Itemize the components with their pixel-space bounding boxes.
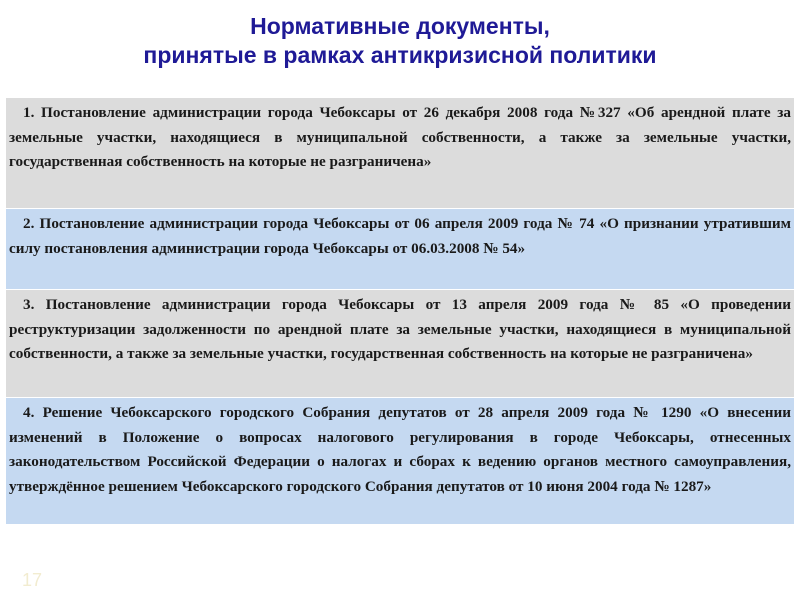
document-text-3: 3. Постановление администрации города Чебоксары от 13 апреля 2009 года № 85 «О проведении реструктуризации задолженности по арендной плате за земельные участки, находящиеся в муниципальной собственности, а также за земельные участки, государственная собственность на которые не разграничена» — [9, 296, 791, 363]
document-item-2 — [6, 209, 794, 289]
document-text-1: 1. Постановление администрации города Чебоксары от 26 декабря 2008 года №327 «Об арендной плате за земельные участки, находящиеся в муниципальной собственности, а также за земельные участки, государственная собственность на которые не разграничена» — [9, 104, 791, 171]
page-title-line-1: Нормативные документы, — [250, 13, 550, 39]
page-title-line-2: принятые в рамках антикризисной политики — [143, 42, 657, 68]
page-number: 17 — [22, 570, 43, 590]
document-text-2: 2. Постановление администрации города Чебоксары от 06 апреля 2009 года № 74 «О признании утратившим силу постановления администрации города Чебоксары от 06.03.2008 № 54» — [9, 215, 791, 257]
page-title — [0, 12, 800, 70]
document-text-4: 4. Решение Чебоксарского городского Собрания депутатов от 28 апреля 2009 года № 1290 «О внесении изменений в Положение о вопросах налогового регулирования в городе Чебоксары, отнесенных законодательством Российской Федерации о налогах и сборах к ведению органов местного самоуправления, утверждённое решением Чебоксарского городского Собрания депутатов от 10 июня 2004 года № 1287» — [9, 404, 791, 495]
document-item-1 — [6, 98, 794, 208]
document-item-4 — [6, 398, 794, 524]
document-item-3 — [6, 290, 794, 397]
